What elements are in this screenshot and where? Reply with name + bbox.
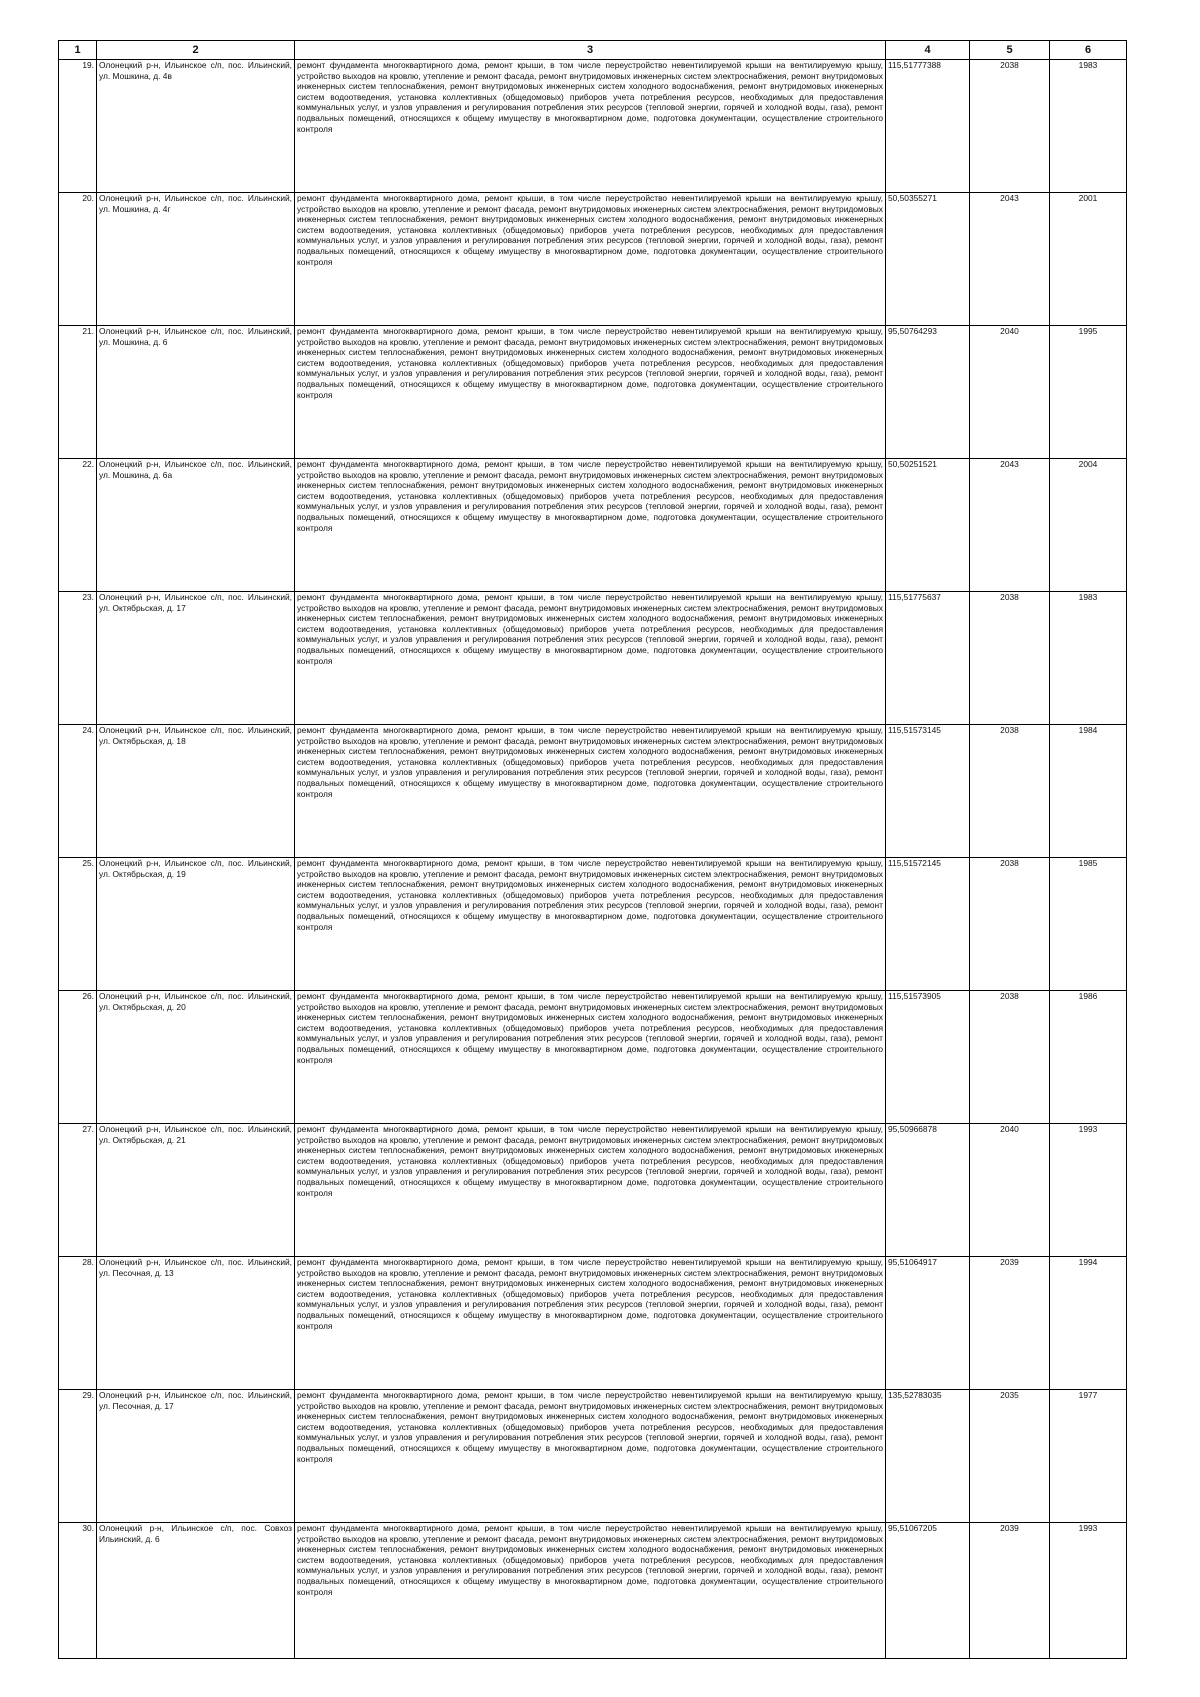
header-col-2: 2 [97, 41, 295, 60]
house-address: Олонецкий р-н, Ильинское с/п, пос. Ильинский, ул. Октябрьская, д. 19 [97, 858, 295, 991]
header-row [59, 41, 1127, 60]
area-value: 50,50355271 [886, 193, 970, 326]
area-value: 115,51777388 [886, 60, 970, 193]
repair-works: ремонт фундамента многоквартирного дома, ремонт крыши, в том числе переустройство невентилируемой крыши на вентилируемую крышу, устройство выходов на кровлю, утепление и ремонт фасада, ремонт внутридомовых инженерных систем электроснабжения, ремонт внутридомовых инженерных систем теплоснабжения, ремонт внутридомовых инженерных систем холодного водоснабжения, ремонт внутридомовых инженерных систем водоотведения, установка коллективных (общедомовых) приборов учета потребления ресурсов, необходимых для предоставления коммунальных услуг, и узлов управления и регулирования потребления этих ресурсов (тепловой энергии, горячей и холодной воды, газа), ремонт подвальных помещений, относящихся к общему имуществу в многоквартирном доме, подготовка документации, осуществление строительного контроля [295, 193, 886, 326]
house-address: Олонецкий р-н, Ильинское с/п, пос. Ильинский, ул. Октябрьская, д. 18 [97, 725, 295, 858]
built-year: 2001 [1050, 193, 1127, 326]
area-value: 115,51573145 [886, 725, 970, 858]
planned-year: 2043 [970, 459, 1050, 592]
table-header [59, 41, 1127, 60]
house-address: Олонецкий р-н, Ильинское с/п, пос. Ильинский, ул. Октябрьская, д. 21 [97, 1124, 295, 1257]
repair-works: ремонт фундамента многоквартирного дома, ремонт крыши, в том числе переустройство невентилируемой крыши на вентилируемую крышу, устройство выходов на кровлю, утепление и ремонт фасада, ремонт внутридомовых инженерных систем электроснабжения, ремонт внутридомовых инженерных систем теплоснабжения, ремонт внутридомовых инженерных систем холодного водоснабжения, ремонт внутридомовых инженерных систем водоотведения, установка коллективных (общедомовых) приборов учета потребления ресурсов, необходимых для предоставления коммунальных услуг, и узлов управления и регулирования потребления этих ресурсов (тепловой энергии, горячей и холодной воды, газа), ремонт подвальных помещений, относящихся к общему имуществу в многоквартирном доме, подготовка документации, осуществление строительного контроля [295, 1257, 886, 1390]
built-year: 1993 [1050, 1523, 1127, 1659]
built-year: 1977 [1050, 1390, 1127, 1523]
table-row [59, 991, 1127, 1124]
planned-year: 2038 [970, 592, 1050, 725]
row-number: 25. [59, 858, 97, 991]
table-row [59, 725, 1127, 858]
area-value: 95,50764293 [886, 326, 970, 459]
header-col-5: 5 [970, 41, 1050, 60]
header-col-6: 6 [1050, 41, 1127, 60]
area-value: 135,52783035 [886, 1390, 970, 1523]
repair-works: ремонт фундамента многоквартирного дома, ремонт крыши, в том числе переустройство невентилируемой крыши на вентилируемую крышу, устройство выходов на кровлю, утепление и ремонт фасада, ремонт внутридомовых инженерных систем электроснабжения, ремонт внутридомовых инженерных систем теплоснабжения, ремонт внутридомовых инженерных систем холодного водоснабжения, ремонт внутридомовых инженерных систем водоотведения, установка коллективных (общедомовых) приборов учета потребления ресурсов, необходимых для предоставления коммунальных услуг, и узлов управления и регулирования потребления этих ресурсов (тепловой энергии, горячей и холодной воды, газа), ремонт подвальных помещений, относящихся к общему имуществу в многоквартирном доме, подготовка документации, осуществление строительного контроля [295, 1390, 886, 1523]
repair-works: ремонт фундамента многоквартирного дома, ремонт крыши, в том числе переустройство невентилируемой крыши на вентилируемую крышу, устройство выходов на кровлю, утепление и ремонт фасада, ремонт внутридомовых инженерных систем электроснабжения, ремонт внутридомовых инженерных систем теплоснабжения, ремонт внутридомовых инженерных систем холодного водоснабжения, ремонт внутридомовых инженерных систем водоотведения, установка коллективных (общедомовых) приборов учета потребления ресурсов, необходимых для предоставления коммунальных услуг, и узлов управления и регулирования потребления этих ресурсов (тепловой энергии, горячей и холодной воды, газа), ремонт подвальных помещений, относящихся к общему имуществу в многоквартирном доме, подготовка документации, осуществление строительного контроля [295, 991, 886, 1124]
row-number: 28. [59, 1257, 97, 1390]
row-number: 22. [59, 459, 97, 592]
header-col-3: 3 [295, 41, 886, 60]
table-body [59, 60, 1127, 1659]
area-value: 115,51775637 [886, 592, 970, 725]
table-row [59, 1257, 1127, 1390]
built-year: 1995 [1050, 326, 1127, 459]
table-row [59, 193, 1127, 326]
built-year: 1983 [1050, 60, 1127, 193]
table-row [59, 592, 1127, 725]
house-address: Олонецкий р-н, Ильинское с/п, пос. Совхоз Ильинский, д. 6 [97, 1523, 295, 1659]
repair-works: ремонт фундамента многоквартирного дома, ремонт крыши, в том числе переустройство невентилируемой крыши на вентилируемую крышу, устройство выходов на кровлю, утепление и ремонт фасада, ремонт внутридомовых инженерных систем электроснабжения, ремонт внутридомовых инженерных систем теплоснабжения, ремонт внутридомовых инженерных систем холодного водоснабжения, ремонт внутридомовых инженерных систем водоотведения, установка коллективных (общедомовых) приборов учета потребления ресурсов, необходимых для предоставления коммунальных услуг, и узлов управления и регулирования потребления этих ресурсов (тепловой энергии, горячей и холодной воды, газа), ремонт подвальных помещений, относящихся к общему имуществу в многоквартирном доме, подготовка документации, осуществление строительного контроля [295, 459, 886, 592]
table-row [59, 1124, 1127, 1257]
planned-year: 2040 [970, 326, 1050, 459]
table-row [59, 1390, 1127, 1523]
table-row [59, 326, 1127, 459]
row-number: 20. [59, 193, 97, 326]
planned-year: 2043 [970, 193, 1050, 326]
built-year: 2004 [1050, 459, 1127, 592]
table-row [59, 60, 1127, 193]
house-address: Олонецкий р-н, Ильинское с/п, пос. Ильинский, ул. Мошкина, д. 4г [97, 193, 295, 326]
header-col-4: 4 [886, 41, 970, 60]
planned-year: 2038 [970, 858, 1050, 991]
repair-works: ремонт фундамента многоквартирного дома, ремонт крыши, в том числе переустройство невентилируемой крыши на вентилируемую крышу, устройство выходов на кровлю, утепление и ремонт фасада, ремонт внутридомовых инженерных систем электроснабжения, ремонт внутридомовых инженерных систем теплоснабжения, ремонт внутридомовых инженерных систем холодного водоснабжения, ремонт внутридомовых инженерных систем водоотведения, установка коллективных (общедомовых) приборов учета потребления ресурсов, необходимых для предоставления коммунальных услуг, и узлов управления и регулирования потребления этих ресурсов (тепловой энергии, горячей и холодной воды, газа), ремонт подвальных помещений, относящихся к общему имуществу в многоквартирном доме, подготовка документации, осуществление строительного контроля [295, 326, 886, 459]
table-row [59, 858, 1127, 991]
built-year: 1983 [1050, 592, 1127, 725]
area-value: 95,50966878 [886, 1124, 970, 1257]
row-number: 23. [59, 592, 97, 725]
area-value: 115,51573905 [886, 991, 970, 1124]
table-row [59, 1523, 1127, 1659]
header-col-1: 1 [59, 41, 97, 60]
repair-works: ремонт фундамента многоквартирного дома, ремонт крыши, в том числе переустройство невентилируемой крыши на вентилируемую крышу, устройство выходов на кровлю, утепление и ремонт фасада, ремонт внутридомовых инженерных систем электроснабжения, ремонт внутридомовых инженерных систем теплоснабжения, ремонт внутридомовых инженерных систем холодного водоснабжения, ремонт внутридомовых инженерных систем водоотведения, установка коллективных (общедомовых) приборов учета потребления ресурсов, необходимых для предоставления коммунальных услуг, и узлов управления и регулирования потребления этих ресурсов (тепловой энергии, горячей и холодной воды, газа), ремонт подвальных помещений, относящихся к общему имуществу в многоквартирном доме, подготовка документации, осуществление строительного контроля [295, 1124, 886, 1257]
built-year: 1985 [1050, 858, 1127, 991]
row-number: 21. [59, 326, 97, 459]
row-number: 30. [59, 1523, 97, 1659]
built-year: 1993 [1050, 1124, 1127, 1257]
house-address: Олонецкий р-н, Ильинское с/п, пос. Ильинский, ул. Октябрьская, д. 17 [97, 592, 295, 725]
planned-year: 2039 [970, 1523, 1050, 1659]
area-value: 95,51067205 [886, 1523, 970, 1659]
table-row [59, 459, 1127, 592]
row-number: 29. [59, 1390, 97, 1523]
repair-works: ремонт фундамента многоквартирного дома, ремонт крыши, в том числе переустройство невентилируемой крыши на вентилируемую крышу, устройство выходов на кровлю, утепление и ремонт фасада, ремонт внутридомовых инженерных систем электроснабжения, ремонт внутридомовых инженерных систем теплоснабжения, ремонт внутридомовых инженерных систем холодного водоснабжения, ремонт внутридомовых инженерных систем водоотведения, установка коллективных (общедомовых) приборов учета потребления ресурсов, необходимых для предоставления коммунальных услуг, и узлов управления и регулирования потребления этих ресурсов (тепловой энергии, горячей и холодной воды, газа), ремонт подвальных помещений, относящихся к общему имуществу в многоквартирном доме, подготовка документации, осуществление строительного контроля [295, 592, 886, 725]
built-year: 1994 [1050, 1257, 1127, 1390]
planned-year: 2038 [970, 60, 1050, 193]
repair-works: ремонт фундамента многоквартирного дома, ремонт крыши, в том числе переустройство невентилируемой крыши на вентилируемую крышу, устройство выходов на кровлю, утепление и ремонт фасада, ремонт внутридомовых инженерных систем электроснабжения, ремонт внутридомовых инженерных систем теплоснабжения, ремонт внутридомовых инженерных систем холодного водоснабжения, ремонт внутридомовых инженерных систем водоотведения, установка коллективных (общедомовых) приборов учета потребления ресурсов, необходимых для предоставления коммунальных услуг, и узлов управления и регулирования потребления этих ресурсов (тепловой энергии, горячей и холодной воды, газа), ремонт подвальных помещений, относящихся к общему имуществу в многоквартирном доме, подготовка документации, осуществление строительного контроля [295, 60, 886, 193]
row-number: 19. [59, 60, 97, 193]
house-address: Олонецкий р-н, Ильинское с/п, пос. Ильинский, ул. Мошкина, д. 6а [97, 459, 295, 592]
row-number: 26. [59, 991, 97, 1124]
planned-year: 2039 [970, 1257, 1050, 1390]
repair-works: ремонт фундамента многоквартирного дома, ремонт крыши, в том числе переустройство невентилируемой крыши на вентилируемую крышу, устройство выходов на кровлю, утепление и ремонт фасада, ремонт внутридомовых инженерных систем электроснабжения, ремонт внутридомовых инженерных систем теплоснабжения, ремонт внутридомовых инженерных систем холодного водоснабжения, ремонт внутридомовых инженерных систем водоотведения, установка коллективных (общедомовых) приборов учета потребления ресурсов, необходимых для предоставления коммунальных услуг, и узлов управления и регулирования потребления этих ресурсов (тепловой энергии, горячей и холодной воды, газа), ремонт подвальных помещений, относящихся к общему имуществу в многоквартирном доме, подготовка документации, осуществление строительного контроля [295, 858, 886, 991]
repair-works: ремонт фундамента многоквартирного дома, ремонт крыши, в том числе переустройство невентилируемой крыши на вентилируемую крышу, устройство выходов на кровлю, утепление и ремонт фасада, ремонт внутридомовых инженерных систем электроснабжения, ремонт внутридомовых инженерных систем теплоснабжения, ремонт внутридомовых инженерных систем холодного водоснабжения, ремонт внутридомовых инженерных систем водоотведения, установка коллективных (общедомовых) приборов учета потребления ресурсов, необходимых для предоставления коммунальных услуг, и узлов управления и регулирования потребления этих ресурсов (тепловой энергии, горячей и холодной воды, газа), ремонт подвальных помещений, относящихся к общему имуществу в многоквартирном доме, подготовка документации, осуществление строительного контроля [295, 725, 886, 858]
planned-year: 2035 [970, 1390, 1050, 1523]
planned-year: 2038 [970, 725, 1050, 858]
house-address: Олонецкий р-н, Ильинское с/п, пос. Ильинский, ул. Песочная, д. 13 [97, 1257, 295, 1390]
row-number: 27. [59, 1124, 97, 1257]
area-value: 95,51064917 [886, 1257, 970, 1390]
planned-year: 2040 [970, 1124, 1050, 1257]
house-address: Олонецкий р-н, Ильинское с/п, пос. Ильинский, ул. Мошкина, д. 6 [97, 326, 295, 459]
capital-repair-table [58, 40, 1127, 1659]
area-value: 50,50251521 [886, 459, 970, 592]
repair-works: ремонт фундамента многоквартирного дома, ремонт крыши, в том числе переустройство невентилируемой крыши на вентилируемую крышу, устройство выходов на кровлю, утепление и ремонт фасада, ремонт внутридомовых инженерных систем электроснабжения, ремонт внутридомовых инженерных систем теплоснабжения, ремонт внутридомовых инженерных систем холодного водоснабжения, ремонт внутридомовых инженерных систем водоотведения, установка коллективных (общедомовых) приборов учета потребления ресурсов, необходимых для предоставления коммунальных услуг, и узлов управления и регулирования потребления этих ресурсов (тепловой энергии, горячей и холодной воды, газа), ремонт подвальных помещений, относящихся к общему имуществу в многоквартирном доме, подготовка документации, осуществление строительного контроля [295, 1523, 886, 1659]
built-year: 1984 [1050, 725, 1127, 858]
area-value: 115,51572145 [886, 858, 970, 991]
house-address: Олонецкий р-н, Ильинское с/п, пос. Ильинский, ул. Песочная, д. 17 [97, 1390, 295, 1523]
house-address: Олонецкий р-н, Ильинское с/п, пос. Ильинский, ул. Мошкина, д. 4в [97, 60, 295, 193]
house-address: Олонецкий р-н, Ильинское с/п, пос. Ильинский, ул. Октябрьская, д. 20 [97, 991, 295, 1124]
built-year: 1986 [1050, 991, 1127, 1124]
planned-year: 2038 [970, 991, 1050, 1124]
row-number: 24. [59, 725, 97, 858]
